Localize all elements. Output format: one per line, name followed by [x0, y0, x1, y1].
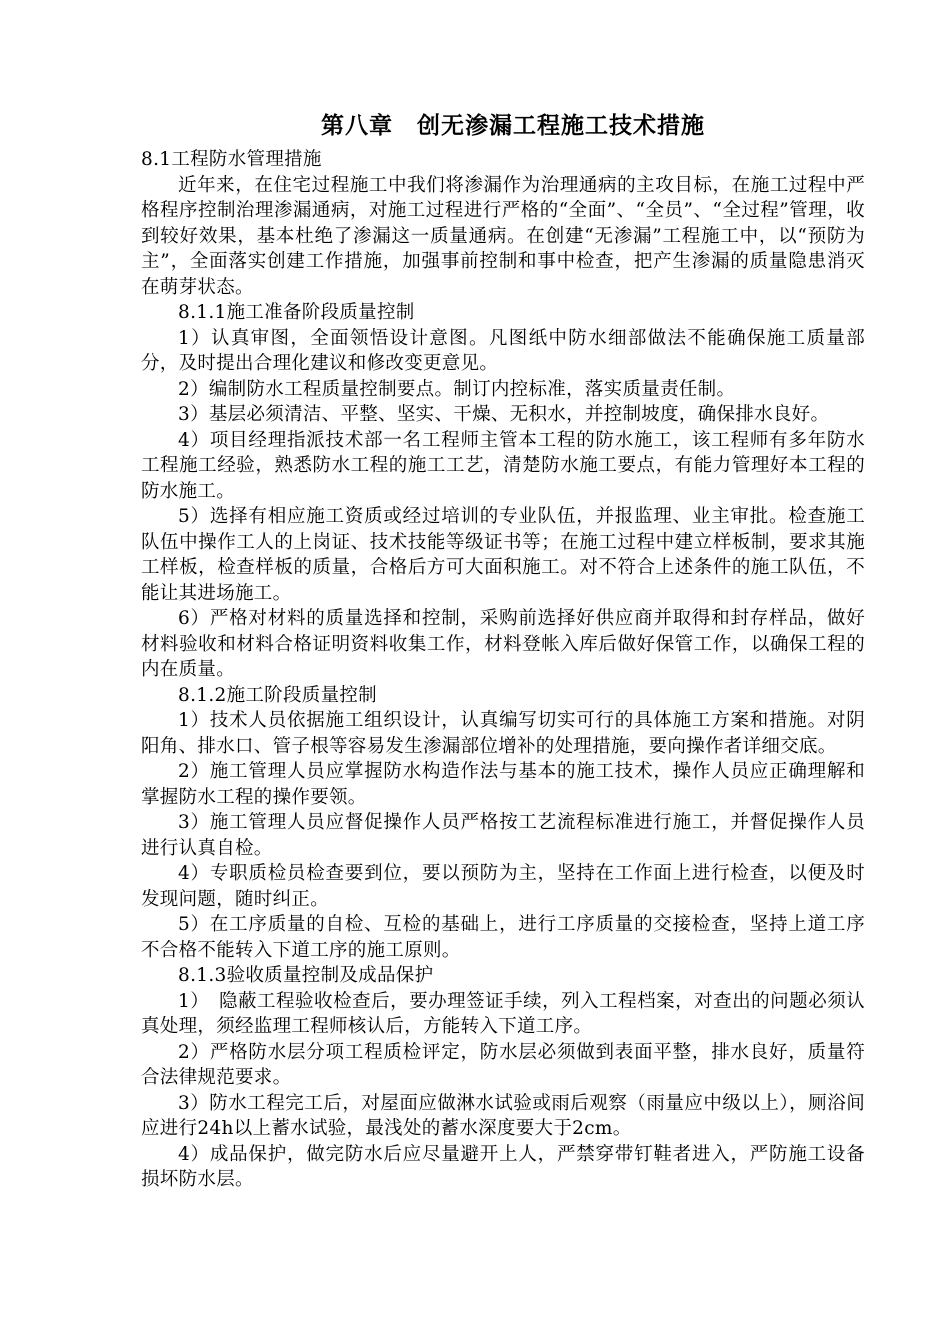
list-item: 3）基层必须清洁、平整、坚实、干燥、无积水，并控制坡度，确保排水良好。 — [178, 404, 830, 425]
list-item: 2）施工管理人员应掌握防水构造作法与基本的施工技术，操作人员应正确理解和掌握防水工程的操作要领。 — [141, 761, 865, 808]
list-item: 1） 隐蔽工程验收检查后，要办理签证手续，列入工程档案，对查出的问题必须认真处理，须经监理工程师核认后，方能转入下道工序。 — [141, 990, 865, 1037]
document-page — [141, 108, 865, 1193]
list-item: 6）严格对材料的质量选择和控制，采购前选择好供应商并取得和封存样品，做好材料验收和材料合格证明资料收集工作，材料登帐入库后做好保管工作，以确保工程的内在质量。 — [141, 608, 865, 680]
list-item: 2）编制防水工程质量控制要点。制订内控标准，落实质量责任制。 — [178, 378, 736, 400]
list-item: 4）成品保护，做完防水后应尽量避开上人，严禁穿带钉鞋者进入，严防施工设备损坏防水层。 — [141, 1143, 865, 1190]
list-item: 1）认真审图，全面领悟设计意图。凡图纸中防水细部做法不能确保施工质量部分，及时提出合理化建议和修改变更意见。 — [141, 327, 865, 374]
list-item: 1）技术人员依据施工组织设计，认真编写切实可行的具体施工方案和措施。对阴阳角、排水口、管子根等容易发生渗漏部位增补的处理措施，要向操作者详细交底。 — [141, 710, 865, 757]
list-item: 5）选择有相应施工资质或经过培训的专业队伍，并报监理、业主审批。检查施工队伍中操作工人的上岗证、技术技能等级证书等；在施工过程中建立样板制，要求其施工样板，检查样板的质量，合格后方可大面积施工。对不符合上述条件的施工队伍，不能让其进场施工。 — [141, 506, 865, 604]
list-item: 3）防水工程完工后，对屋面应做淋水试验或雨后观察（雨量应中级以上），厕浴间应进行24h以上蓄水试验，最浅处的蓄水深度要大于2cm。 — [141, 1092, 865, 1139]
list-item: 3）施工管理人员应督促操作人员严格按工艺流程标准进行施工，并督促操作人员进行认真自检。 — [141, 812, 865, 859]
list-item: 5）在工序质量的自检、互检的基础上，进行工序质量的交接检查，坚持上道工序不合格不能转入下道工序的施工原则。 — [141, 914, 865, 961]
section-heading-8-1-3: 8.1.3验收质量控制及成品保护 — [178, 965, 434, 986]
section-8-1-intro: 近年来，在住宅过程施工中我们将渗漏作为治理通病的主攻目标，在施工过程中严格程序控制治理渗漏通病，对施工过程进行严格的“全面”、“全员”、“全过程”管理，收到较好效果，基本杜绝了渗漏这一质量通病。在创建“无渗漏”工程施工中，以“预防为主”，全面落实创建工作措施，加强事前控制和事中检查，把产生渗漏的质量隐患消灭在萌芽状态。 — [141, 174, 865, 298]
section-heading-8-1: 8.1工程防水管理措施 — [141, 149, 322, 170]
section-heading-8-1-1: 8.1.1施工准备阶段质量控制 — [178, 302, 415, 323]
list-item: 4）专职质检员检查要到位，要以预防为主，坚持在工作面上进行检查，以便及时发现问题，随时纠正。 — [141, 863, 865, 910]
chapter-title: 第八章 创无渗漏工程施工技术措施 — [321, 113, 705, 139]
list-item: 2）严格防水层分项工程质检评定，防水层必须做到表面平整，排水良好，质量符合法律规范要求。 — [141, 1041, 865, 1088]
list-item: 4）项目经理指派技术部一名工程师主管本工程的防水施工，该工程师有多年防水工程施工经验，熟悉防水工程的施工工艺，清楚防水施工要点，有能力管理好本工程的防水施工。 — [141, 429, 865, 502]
section-heading-8-1-2: 8.1.2施工阶段质量控制 — [178, 684, 377, 706]
